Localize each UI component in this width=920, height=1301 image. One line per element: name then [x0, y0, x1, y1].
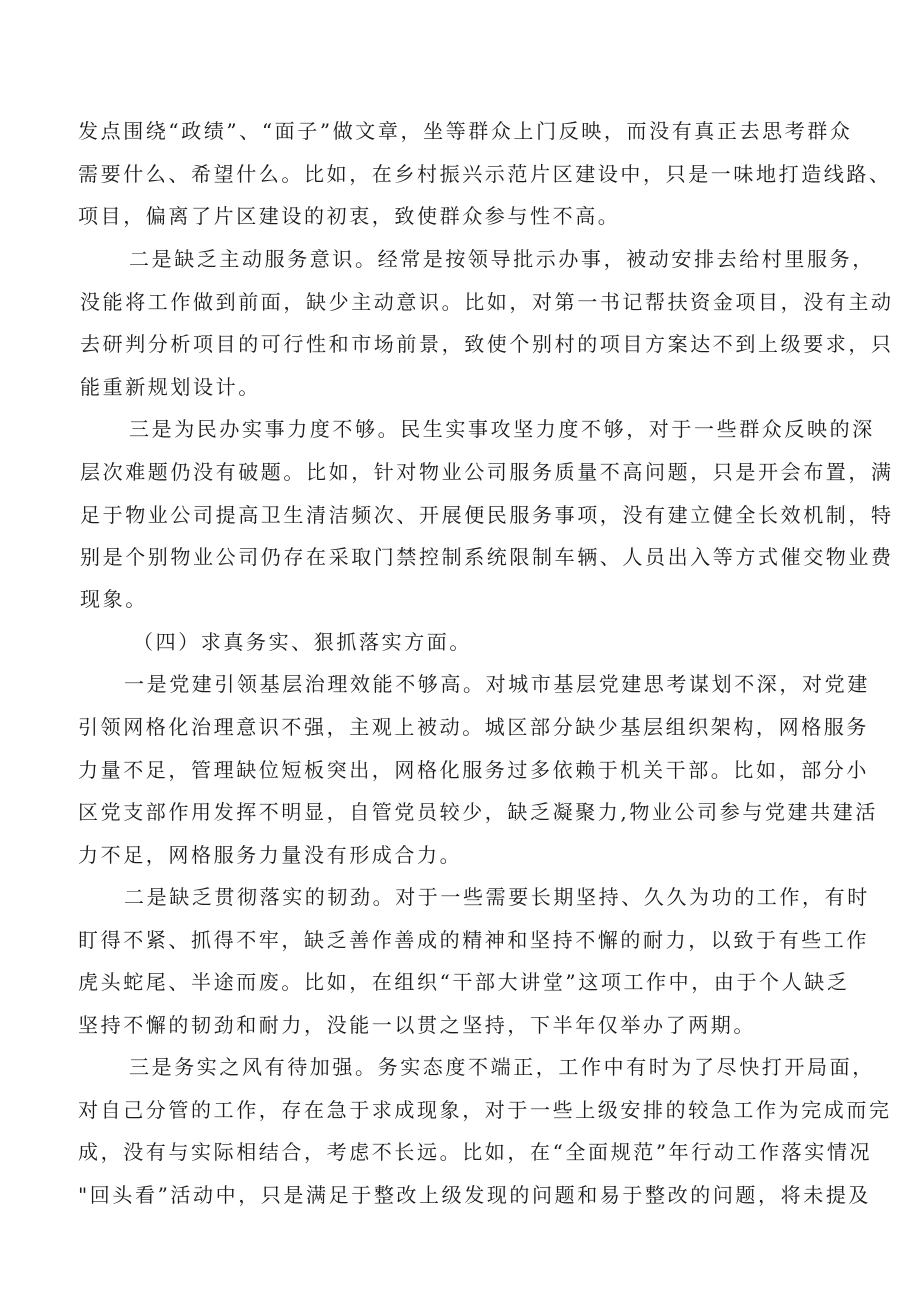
text-line: 足于物业公司提高卫生清洁频次、开展便民服务事项，没有建立健全长效机制，特	[80, 503, 894, 527]
text-line: 没能将工作做到前面，缺少主动意识。比如，对第一书记帮扶资金项目，没有主动	[80, 290, 894, 314]
text-line: 对自己分管的工作，存在急于求成现象，对于一些上级安排的较急工作为完成而完	[78, 1098, 892, 1122]
text-line: 成，没有与实际相结合，考虑不长远。比如，在“全面规范”年行动工作落实情况	[78, 1140, 873, 1164]
section-heading: （四）求真务实、狠抓落实方面。	[133, 630, 472, 654]
text-line: 盯得不紧、抓得不牢，缺乏善作善成的精神和坚持不懈的耐力，以致于有些工作	[78, 928, 869, 952]
paragraph-first-line: 三是为民办实事力度不够。民生实事攻坚力度不够，对于一些群众反映的深	[129, 417, 875, 441]
text-line: 力不足，网格服务力量没有形成合力。	[78, 843, 463, 867]
text-line: 虎头蛇尾、半途而废。比如，在组织“干部大讲堂”这项工作中，由于个人缺乏	[78, 970, 850, 994]
text-line: 去研判分析项目的可行性和市场前景，致使个别村的项目方案达不到上级要求，只	[80, 332, 894, 356]
text-line: 别是个别物业公司仍存在采取门禁控制系统限制车辆、人员出入等方式催交物业费	[80, 545, 894, 569]
paragraph-first-line: 二是缺乏主动服务意识。经常是按领导批示办事，被动安排去给村里服务，	[129, 247, 875, 271]
text-line: 能重新规划设计。	[80, 375, 261, 399]
text-line: 现象。	[80, 587, 148, 611]
text-line: 力量不足，管理缺位短板突出，网格化服务过多依赖于机关干部。比如，部分小	[78, 758, 869, 782]
paragraph-first-line: 二是缺乏贯彻落实的韧劲。对于一些需要长期坚持、久久为功的工作，有时	[124, 885, 870, 909]
text-line: 项目，偏离了片区建设的初衷，致使群众参与性不高。	[78, 204, 621, 228]
paragraph-first-line: 一是党建引领基层治理效能不够高。对城市基层党建思考谋划不深，对党建	[124, 672, 870, 696]
text-line: 层次难题仍没有破题。比如，针对物业公司服务质量不高问题，只是开会布置，满	[80, 460, 894, 484]
paragraph-first-line: 三是务实之风有待加强。务实态度不端正，工作中有时为了尽快打开局面，	[129, 1055, 875, 1079]
text-line: 需要什么、希望什么。比如，在乡村振兴示范片区建设中，只是一味地打造线路、	[78, 162, 892, 186]
text-line: 引领网格化治理意识不强，主观上被动。城区部分缺少基层组织架构，网格服务	[78, 715, 869, 739]
text-line: 坚持不懈的韧劲和耐力，没能一以贯之坚持，下半年仅举办了两期。	[78, 1013, 756, 1037]
text-line: "回头看”活动中，只是满足于整改上级发现的问题和易于整改的问题，将未提及	[78, 1183, 872, 1207]
text-line: 区党支部作用发挥不明显，自管党员较少，缺乏凝聚力,物业公司参与党建共建活	[78, 800, 878, 824]
text-line: 发点围绕“政绩”、“面子”做文章，坐等群众上门反映，而没有真正去思考群众	[78, 119, 853, 143]
